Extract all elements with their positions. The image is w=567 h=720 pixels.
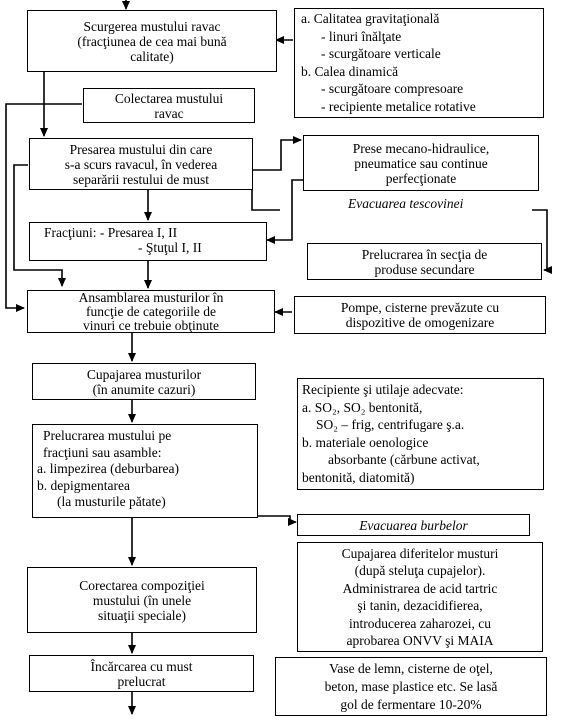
equipment-line-6: bentonită, diatomită) <box>302 469 415 485</box>
presses-line-1: Prese mecano-hidraulice, <box>352 140 490 156</box>
methods-line-3: - scurgătoare verticale <box>321 46 441 61</box>
step-correct-composition <box>27 567 257 633</box>
step-process-line-4: b. depigmentarea <box>37 477 130 493</box>
equipment-line-2: a. SO₂, SO₂ bentonită, <box>302 399 423 415</box>
step-drain-line-1: Scurgerea mustului ravac <box>83 18 221 34</box>
equipment-line-1: Recipiente şi utilaje adecvate: <box>302 382 464 397</box>
step-assemble-line-2: funcţie de categoriile de <box>85 303 217 319</box>
label-pomace-evacuation: Evacuarea tescovinei <box>348 196 464 211</box>
step-drain-free-run-must <box>27 10 277 72</box>
side-corrective-operations <box>297 542 543 652</box>
methods-line-4: b. Calea dinamică <box>301 63 399 79</box>
vessels-line-1: Vase de lemn, cisterne de oţel, <box>329 660 493 676</box>
side-byproduct-processing <box>307 243 542 280</box>
methods-line-5: - scurgătoare compresoare <box>321 81 464 96</box>
step-press-line-2: s-a scurs ravacul, în vederea <box>64 156 218 172</box>
step-correct-line-2: mustului (în unele <box>92 592 192 608</box>
step-fractions-line-2: - Ştuţul I, II <box>138 240 202 255</box>
methods-line-1: a. Calitatea gravitaţională <box>301 11 440 26</box>
step-collect-line-1: Colectarea mustului <box>114 90 224 106</box>
pumps-line-1: Pompe, cisterne prevăzute cu <box>340 300 500 315</box>
side-storage-vessels <box>275 657 547 716</box>
equipment-line-5: absorbante (cărbune activat, <box>328 452 480 467</box>
arrow-step7-to-lees <box>258 516 296 522</box>
side-draining-methods <box>294 8 544 118</box>
step-assemble-line-3: vinuri ce trebuie obţinute <box>82 317 220 333</box>
byproducts-line-2: produse secundare <box>374 261 475 277</box>
corrections-line-2: (după steluţa cupajelor). <box>354 563 486 578</box>
step-process-line-5: (la musturile pătate) <box>57 494 166 509</box>
step-process-line-2: fracţiuni sau asamble: <box>43 444 162 460</box>
step-press-line-3: separării restului de must <box>72 171 210 187</box>
step-blend-line-2: (în anumite cazuri) <box>92 381 196 397</box>
vessels-line-2: beton, mase plastice etc. Se lasă <box>324 678 498 694</box>
step-correct-line-3: situaţii speciale) <box>97 607 187 623</box>
step-correct-line-1: Corectarea compoziţiei <box>79 577 205 593</box>
methods-line-2: - linuri înălţate <box>321 28 402 44</box>
side-press-types <box>303 135 539 191</box>
step-drain-line-3: calitate) <box>130 48 174 64</box>
step-collect-line-2: ravac <box>154 105 184 121</box>
equipment-line-4: b. materiale oenologice <box>302 434 429 450</box>
step-load-line-2: prelucrat <box>117 673 166 689</box>
step-collect-free-run-must <box>83 88 255 123</box>
step-process-line-3: a. limpezirea (deburbarea) <box>37 461 180 476</box>
corrections-line-4: şi tanin, dezacidifierea, <box>357 598 483 613</box>
step-process-line-1: Prelucrarea mustului pe <box>43 428 172 443</box>
byproducts-line-1: Prelucrarea în secţia de <box>361 246 488 262</box>
step-press-remaining-must <box>29 138 253 190</box>
step-drain-line-2: (fracţiunea de cea mai bună <box>77 33 227 49</box>
step-press-line-1: Presarea mustului din care <box>69 141 213 157</box>
side-equipment-materials <box>297 378 544 490</box>
presses-line-3: perfecţionate <box>385 170 457 186</box>
corrections-line-3: Administrarea de acid tartric <box>342 580 498 596</box>
pumps-line-2: dispozitive de omogenizare <box>345 315 495 330</box>
step-process-must <box>32 424 258 518</box>
vessels-line-3: gol de fermentare 10-20% <box>340 696 482 712</box>
step-fractions-line-1: Fracţiuni: - Presarea I, II <box>44 225 178 240</box>
corrections-line-5: introducerea zaharozei, cu <box>348 615 492 631</box>
corrections-line-6: aprobarea ONVV şi MAIA <box>346 633 494 648</box>
step-fractions <box>29 222 267 261</box>
line-step3-to-pomace <box>252 190 280 210</box>
step-blend-line-1: Cupajarea musturilor <box>86 366 202 382</box>
step-load-line-1: Încărcarea cu must <box>90 658 193 674</box>
arrow-step3-to-presses <box>252 140 301 170</box>
step-blend-musts <box>32 363 256 400</box>
step-load-processed-must <box>29 655 254 692</box>
equipment-line-3: SO₂ – frig, centrifugare ş.a. <box>316 417 465 432</box>
step-assemble-line-1: Ansamblarea musturilor în <box>78 289 224 305</box>
methods-line-6: - recipiente metalice rotative <box>321 98 476 114</box>
step-assemble-musts <box>27 290 275 333</box>
side-lees-evacuation <box>297 514 530 536</box>
lees-label: Evacuarea burbelor <box>359 517 468 533</box>
corrections-line-1: Cupajarea diferitelor musturi <box>341 545 499 561</box>
side-pumps-tanks <box>294 296 546 334</box>
presses-line-2: pneumatice sau continue <box>354 155 488 171</box>
